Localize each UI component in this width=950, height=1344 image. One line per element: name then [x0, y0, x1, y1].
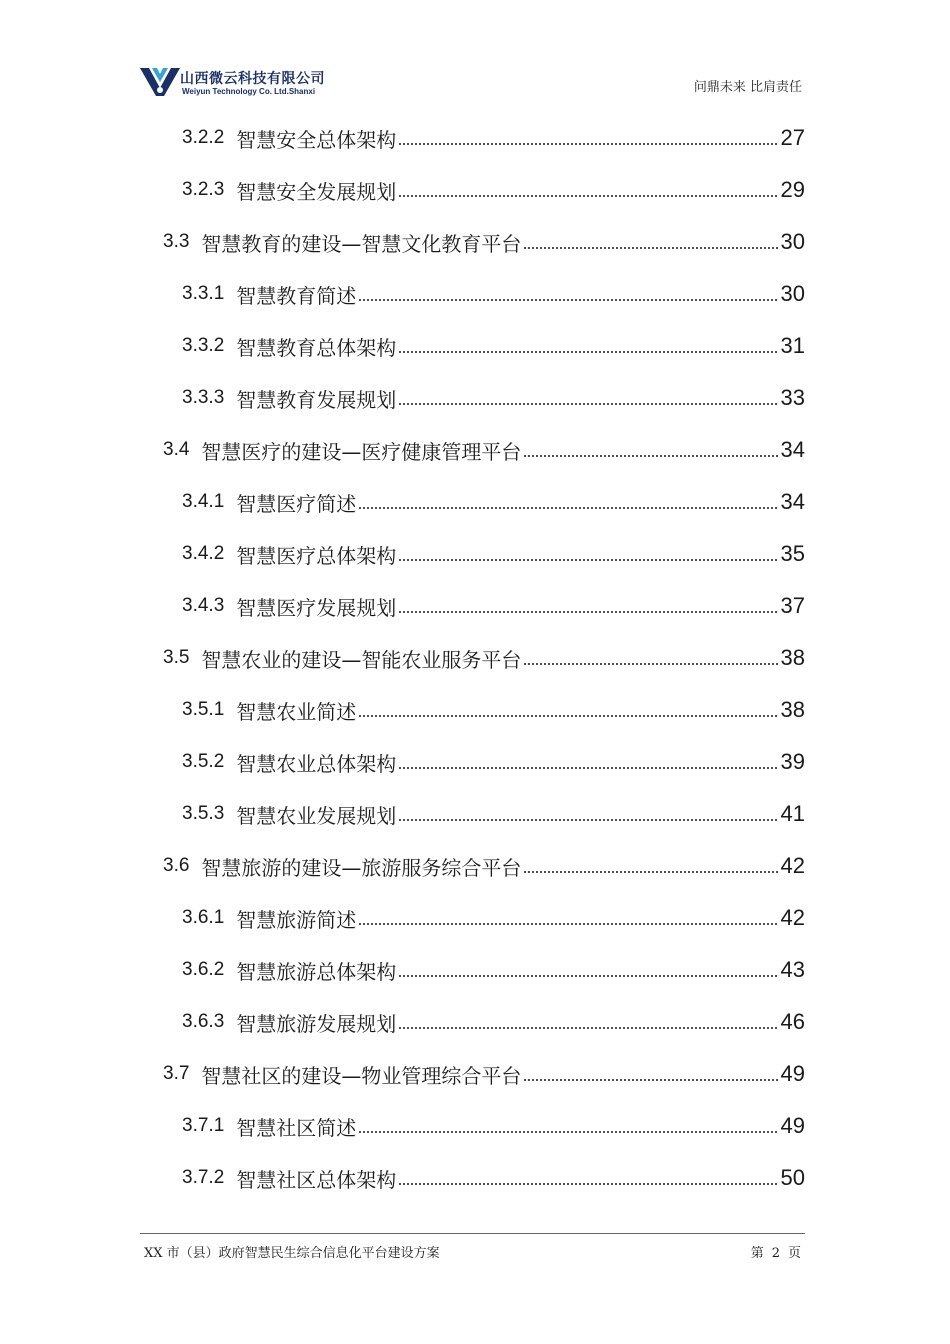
- toc-entry-number: 3.3: [163, 231, 190, 252]
- toc-entry[interactable]: [182, 996, 805, 1048]
- toc-entry-page: 31: [780, 333, 805, 358]
- toc-dot-leader: [398, 351, 778, 353]
- toc-entry[interactable]: [182, 112, 805, 164]
- toc-entry-page: 49: [780, 1061, 805, 1086]
- toc-entry[interactable]: [163, 1048, 805, 1100]
- toc-dot-leader: [398, 143, 778, 145]
- toc-entry-page: 37: [780, 593, 805, 618]
- toc-entry-page: 35: [780, 541, 805, 566]
- toc-entry-number: 3.3.3: [182, 387, 225, 408]
- toc-entry-number: 3.5.2: [182, 751, 225, 772]
- toc-entry-number: 3.7: [163, 1063, 190, 1084]
- toc-entry-title: 智慧旅游发展规划: [236, 1011, 397, 1036]
- toc-entry-page: 30: [780, 281, 805, 306]
- toc-entry-page: 41: [780, 801, 805, 826]
- toc-entry-page: 43: [780, 957, 805, 982]
- toc-dot-leader: [398, 1027, 778, 1029]
- toc-entry[interactable]: [182, 788, 805, 840]
- toc-entry-page: 46: [780, 1009, 805, 1034]
- toc-entry-page: 27: [780, 125, 805, 150]
- toc-entry[interactable]: [182, 944, 805, 996]
- toc-entry-title: 智慧农业总体架构: [236, 751, 397, 776]
- toc-entry[interactable]: [163, 424, 805, 476]
- toc-entry[interactable]: [182, 892, 805, 944]
- company-name-en: Weiyun Technology Co. Ltd.Shanxi: [182, 87, 316, 96]
- toc-dot-leader: [523, 1079, 778, 1081]
- toc-dot-leader: [358, 507, 778, 509]
- toc-dot-leader: [398, 403, 778, 405]
- header-motto: 问鼎未来 比肩责任: [693, 80, 802, 95]
- toc-entry-number: 3.2.2: [182, 127, 225, 148]
- toc-entry-title: 智慧社区的建设—物业管理综合平台: [201, 1063, 522, 1088]
- toc-entry-number: 3.4.1: [182, 491, 225, 512]
- toc-dot-leader: [358, 299, 778, 301]
- weiyun-logo-icon: [140, 66, 180, 98]
- toc-entry-page: 29: [780, 177, 805, 202]
- toc-entry-number: 3.6.2: [182, 959, 225, 980]
- toc-entry-title: 智慧社区简述: [236, 1115, 357, 1140]
- toc-entry-number: 3.3.2: [182, 335, 225, 356]
- toc-entry-page: 38: [780, 697, 805, 722]
- toc-entry-title: 智慧农业的建设—智能农业服务平台: [201, 647, 522, 672]
- toc-dot-leader: [523, 663, 778, 665]
- toc-entry[interactable]: [182, 736, 805, 788]
- toc-entry-page: 50: [780, 1165, 805, 1190]
- toc-dot-leader: [523, 455, 778, 457]
- toc-entry[interactable]: [182, 476, 805, 528]
- toc-entry-title: 智慧安全总体架构: [236, 127, 397, 152]
- toc-dot-leader: [523, 247, 778, 249]
- toc-entry-title: 智慧教育总体架构: [236, 335, 397, 360]
- page-number: 2: [771, 1246, 780, 1261]
- toc-entry-title: 智慧安全发展规划: [236, 179, 397, 204]
- toc-entry[interactable]: [182, 268, 805, 320]
- footer-page-number: [747, 1242, 805, 1261]
- toc-entry-number: 3.2.3: [182, 179, 225, 200]
- toc-entry-page: 34: [780, 489, 805, 514]
- toc-dot-leader: [398, 559, 778, 561]
- page-footer: [140, 1233, 805, 1264]
- toc-entry[interactable]: [163, 840, 805, 892]
- toc-entry-title: 智慧教育的建设—智慧文化教育平台: [201, 231, 522, 256]
- toc-entry-number: 3.6.1: [182, 907, 225, 928]
- toc-entry-number: 3.5.1: [182, 699, 225, 720]
- toc-dot-leader: [398, 195, 778, 197]
- toc-entry-page: 42: [780, 905, 805, 930]
- page-header: [140, 64, 805, 104]
- toc-entry-title: 智慧医疗发展规划: [236, 595, 397, 620]
- toc-entry-page: 42: [780, 853, 805, 878]
- toc-entry-number: 3.6: [163, 855, 190, 876]
- toc-entry-number: 3.7.2: [182, 1167, 225, 1188]
- toc-entry[interactable]: [182, 580, 805, 632]
- toc-entry-number: 3.4: [163, 439, 190, 460]
- toc-entry[interactable]: [182, 684, 805, 736]
- toc-entry-title: 智慧旅游的建设—旅游服务综合平台: [201, 855, 522, 880]
- footer-document-title: XX 市（县）政府智慧民生综合信息化平台建设方案: [144, 1246, 440, 1261]
- toc-entry[interactable]: [182, 528, 805, 580]
- toc-entry-page: 39: [780, 749, 805, 774]
- company-name-cn: 山西微云科技有限公司: [180, 71, 325, 87]
- toc-dot-leader: [358, 715, 778, 717]
- toc-entry-page: 34: [780, 437, 805, 462]
- toc-entry-title: 智慧教育简述: [236, 283, 357, 308]
- toc-dot-leader: [398, 767, 778, 769]
- toc-entry-page: 30: [780, 229, 805, 254]
- toc-entry-title: 智慧教育发展规划: [236, 387, 397, 412]
- toc-entry-page: 38: [780, 645, 805, 670]
- toc-dot-leader: [523, 871, 778, 873]
- toc-dot-leader: [398, 975, 778, 977]
- toc-dot-leader: [358, 1131, 778, 1133]
- toc-dot-leader: [398, 819, 778, 821]
- toc-entry-number: 3.4.3: [182, 595, 225, 616]
- toc-entry-title: 智慧医疗简述: [236, 491, 357, 516]
- toc-entry-number: 3.3.1: [182, 283, 225, 304]
- toc-entry-number: 3.5: [163, 647, 190, 668]
- toc-entry-title: 智慧旅游简述: [236, 907, 357, 932]
- toc-entry[interactable]: [163, 632, 805, 684]
- toc-entry[interactable]: [182, 372, 805, 424]
- toc-dot-leader: [398, 1183, 778, 1185]
- toc-entry[interactable]: [182, 1152, 805, 1204]
- toc-entry-number: 3.5.3: [182, 803, 225, 824]
- toc-entry-title: 智慧医疗总体架构: [236, 543, 397, 568]
- toc-entry-title: 智慧农业简述: [236, 699, 357, 724]
- toc-entry[interactable]: [182, 1100, 805, 1152]
- toc-entry[interactable]: [182, 320, 805, 372]
- toc-entry-title: 智慧旅游总体架构: [236, 959, 397, 984]
- page-suffix: 页: [787, 1246, 801, 1261]
- toc-entry-title: 智慧医疗的建设—医疗健康管理平台: [201, 439, 522, 464]
- toc-dot-leader: [398, 611, 778, 613]
- toc-entry[interactable]: [182, 164, 805, 216]
- toc-entry-number: 3.7.1: [182, 1115, 225, 1136]
- toc-entry-title: 智慧社区总体架构: [236, 1167, 397, 1192]
- toc-entry-number: 3.6.3: [182, 1011, 225, 1032]
- page-prefix: 第: [750, 1246, 764, 1261]
- toc-entry-page: 49: [780, 1113, 805, 1138]
- toc-entry-page: 33: [780, 385, 805, 410]
- toc-entry-title: 智慧农业发展规划: [236, 803, 397, 828]
- toc-entry[interactable]: [163, 216, 805, 268]
- toc-entry-number: 3.4.2: [182, 543, 225, 564]
- toc-dot-leader: [358, 923, 778, 925]
